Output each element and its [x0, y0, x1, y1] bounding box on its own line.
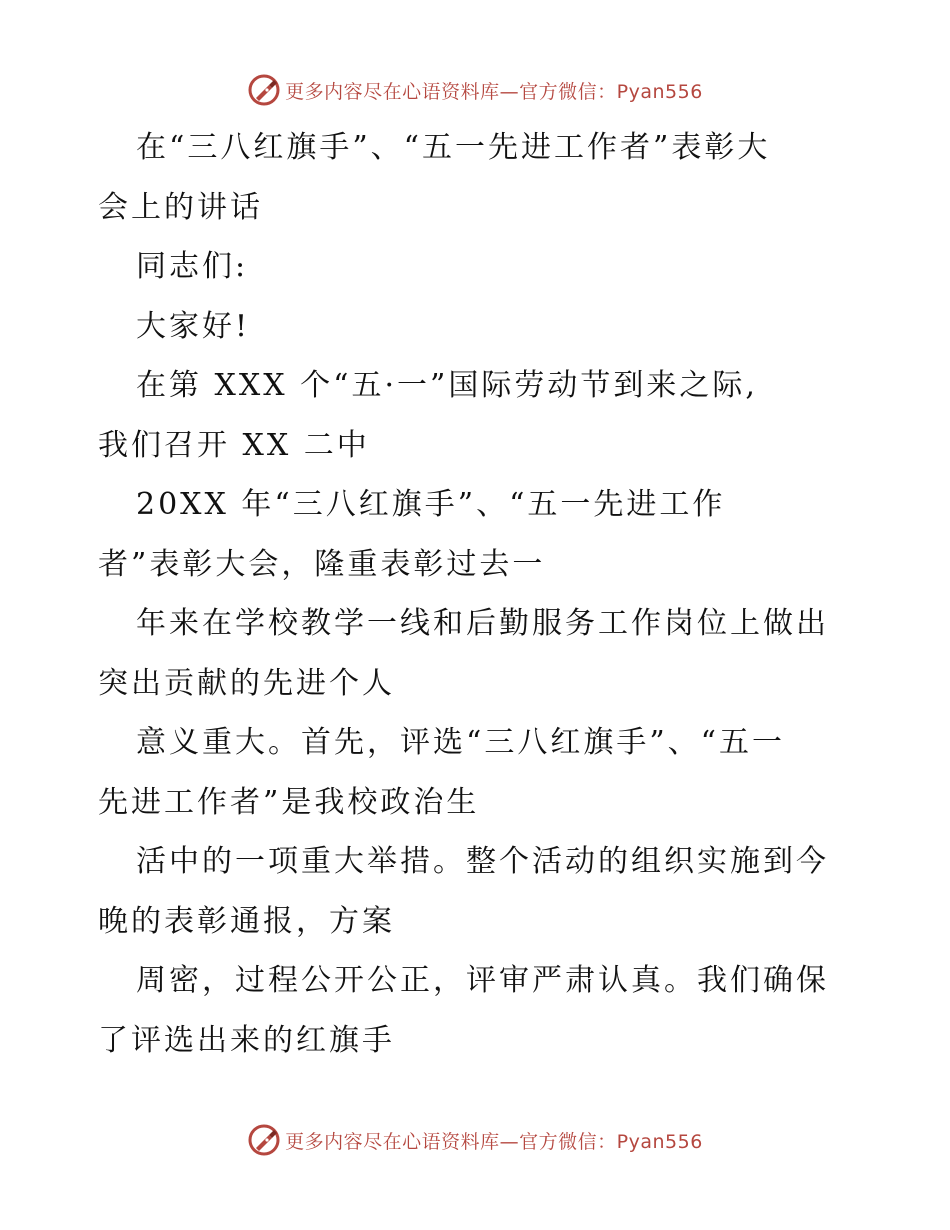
paragraph-line: 了评选出来的红旗手	[98, 1022, 395, 1058]
pen-nib-seal-icon	[247, 73, 281, 107]
paragraph-line: 在第 XXX 个“五·一”国际劳动节到来之际,	[136, 368, 758, 403]
footer-banner	[0, 1120, 950, 1160]
header-banner	[0, 70, 950, 110]
paragraph-line: 年来在学校教学一线和后勤服务工作岗位上做出	[136, 606, 829, 641]
paragraph-line: 晚的表彰通报，方案	[98, 903, 395, 939]
paragraph-line: 我们召开 XX 二中	[98, 427, 370, 463]
document-body	[98, 118, 858, 1070]
greeting: 大家好!	[136, 308, 251, 344]
header-banner-text: 更多内容尽在心语资料库—官方微信：Pyan556	[285, 80, 703, 103]
paragraph-line: 者”表彰大会，隆重表彰过去一	[98, 546, 546, 582]
salutation: 同志们:	[136, 249, 249, 284]
footer-banner-text: 更多内容尽在心语资料库—官方微信：Pyan556	[285, 1130, 703, 1153]
paragraph-line: 先进工作者”是我校政治生	[98, 784, 480, 820]
paragraph-line: 意义重大。首先，评选“三八红旗手”、“五一	[136, 725, 786, 760]
title-line-1: 在“三八红旗手”、“五一先进工作者”表彰大	[136, 130, 771, 165]
title-line-2: 会上的讲话	[98, 189, 263, 225]
pen-nib-seal-icon	[247, 1123, 281, 1157]
paragraph-line: 20XX 年“三八红旗手”、“五一先进工作	[136, 487, 726, 522]
paragraph-line: 突出贡献的先进个人	[98, 665, 395, 701]
paragraph-line: 活中的一项重大举措。整个活动的组织实施到今	[136, 844, 829, 879]
paragraph-line: 周密，过程公开公正，评审严肃认真。我们确保	[136, 963, 829, 998]
